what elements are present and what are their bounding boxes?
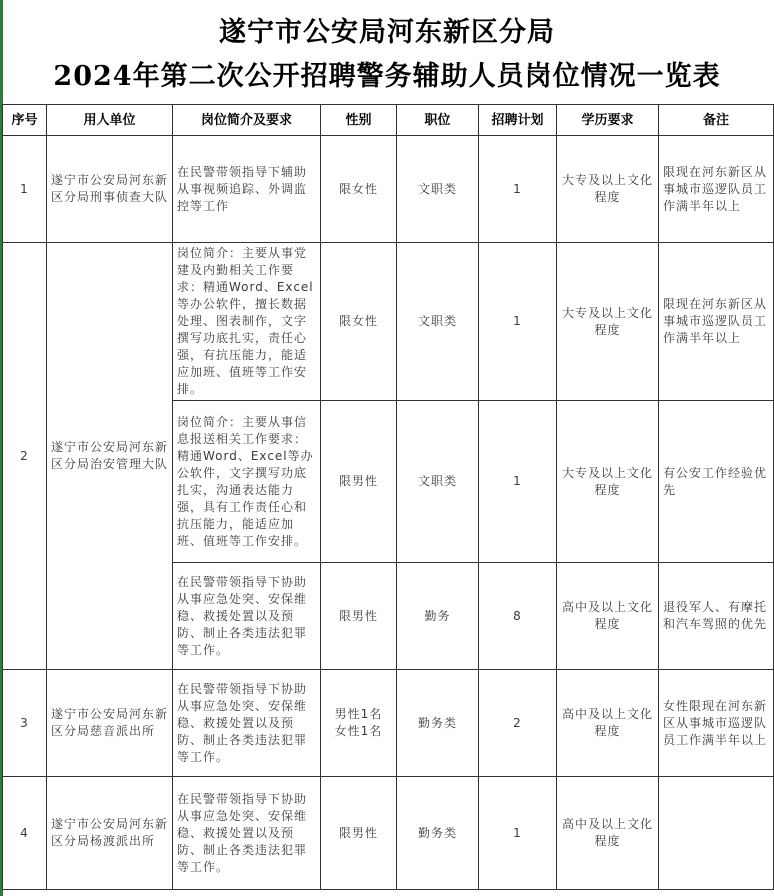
cell-gender: 限男性: [321, 777, 397, 890]
cell-gender: 限男性: [321, 401, 397, 563]
cell-gender: 限女性: [321, 243, 397, 401]
cell-edu: 高中及以上文化程度: [557, 670, 659, 777]
cell-unit: 遂宁市公安局河东新区分局慈音派出所: [47, 670, 173, 777]
cell-plan: 1: [479, 243, 557, 401]
cell-plan: 1: [479, 401, 557, 563]
header-edu: 学历要求: [557, 105, 659, 136]
header-no: 序号: [3, 105, 47, 136]
cell-note: 女性限现在河东新区从事城市巡逻队员工作满半年以上: [659, 670, 774, 777]
header-gender: 性别: [321, 105, 397, 136]
cell-edu: 大专及以上文化程度: [557, 243, 659, 401]
cell-desc: 岗位简介：主要从事信息报送相关工作要求：精通Word、Excel等办公软件，文字撰写功底扎实，沟通表达能力强，具有工作责任心和抗压能力，能适应加班、值班等工作安排。: [173, 401, 321, 563]
cell-unit: 遂宁市公安局河东新区分局刑事侦查大队: [47, 136, 173, 243]
cell-gender: 限女性: [321, 136, 397, 243]
cell-no: 4: [3, 777, 47, 890]
cell-note: 限现在河东新区从事城市巡逻队员工作满半年以上: [659, 243, 774, 401]
cell-job: 文职类: [397, 136, 479, 243]
cell-no: 1: [3, 136, 47, 243]
cell-note: 退役军人、有摩托和汽车驾照的优先: [659, 563, 774, 670]
cell-job: 勤务类: [397, 670, 479, 777]
cell-note: 有公安工作经验优先: [659, 401, 774, 563]
cell-edu: 大专及以上文化程度: [557, 136, 659, 243]
table-row: [3, 670, 774, 777]
cell-plan: 2: [479, 670, 557, 777]
cell-unit: 遂宁市公安局河东新区分局杨渡派出所: [47, 777, 173, 890]
header-note: 备注: [659, 105, 774, 136]
cell-desc: 在民警带领指导下协助从事应急处突、安保维稳、救援处置以及预防、制止各类违法犯罪等工作。: [173, 563, 321, 670]
page-title-line2: 2024年第二次公开招聘警务辅助人员岗位情况一览表: [53, 61, 721, 92]
cell-unit: 遂宁市公安局河东新区分局治安管理大队: [47, 243, 173, 670]
cell-gender: 男性1名 女性1名: [321, 670, 397, 777]
cell-plan: 1: [479, 136, 557, 243]
cell-note: 限现在河东新区从事城市巡逻队员工作满半年以上: [659, 136, 774, 243]
cell-plan: 1: [479, 777, 557, 890]
cell-no: 2: [3, 243, 47, 670]
cell-gender: 限男性: [321, 563, 397, 670]
cell-job: 勤务类: [397, 777, 479, 890]
cell-edu: 高中及以上文化程度: [557, 563, 659, 670]
cell-desc: 在民警带领指导下协助从事应急处突、安保维稳、救援处置以及预防、制止各类违法犯罪等工作。: [173, 777, 321, 890]
recruitment-table: [2, 104, 774, 890]
cell-edu: 高中及以上文化程度: [557, 777, 659, 890]
cell-edu: 大专及以上文化程度: [557, 401, 659, 563]
cell-plan: 8: [479, 563, 557, 670]
cell-note: [659, 777, 774, 890]
header-plan: 招聘计划: [479, 105, 557, 136]
cell-no: 3: [3, 670, 47, 777]
cell-desc: 在民警带领指导下协助从事应急处突、安保维稳、救援处置以及预防、制止各类违法犯罪等工作。: [173, 670, 321, 777]
table-row: [3, 243, 774, 401]
cell-job: 文职类: [397, 243, 479, 401]
cell-job: 勤务: [397, 563, 479, 670]
cell-job: 文职类: [397, 401, 479, 563]
header-job: 职位: [397, 105, 479, 136]
cell-desc: 岗位简介：主要从事党建及内勤相关工作要求：精通Word、Excel等办公软件，擅长数据处理、图表制作，文字撰写功底扎实，责任心强，有抗压能力，能适应加班、值班等工作安排。: [173, 243, 321, 401]
header-unit: 用人单位: [47, 105, 173, 136]
table-row: [3, 777, 774, 890]
page-title-line1: 遂宁市公安局河东新区分局: [219, 17, 555, 48]
header-desc: 岗位简介及要求: [173, 105, 321, 136]
table-row: [3, 136, 774, 243]
cell-desc: 在民警带领指导下辅助从事视频追踪、外调监控等工作: [173, 136, 321, 243]
table-header-row: [3, 105, 774, 136]
